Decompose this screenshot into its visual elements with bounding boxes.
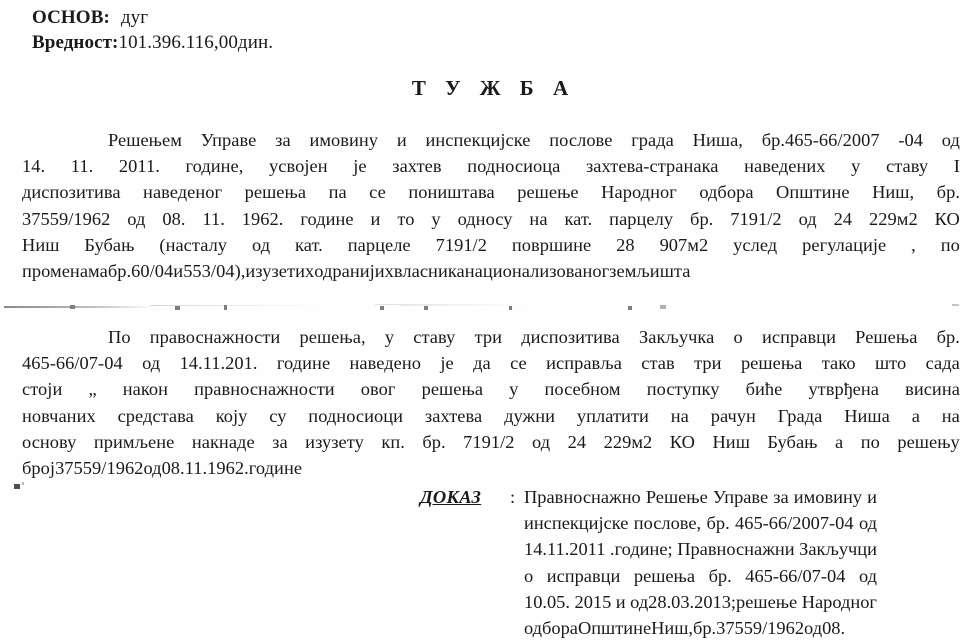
word: дужни bbox=[504, 405, 556, 426]
word: Града bbox=[777, 405, 823, 426]
word: што bbox=[874, 353, 907, 374]
text-line bbox=[524, 484, 877, 510]
text-line bbox=[22, 232, 960, 258]
word: три bbox=[474, 327, 503, 347]
word: 28 bbox=[616, 234, 635, 255]
word: Управе bbox=[712, 487, 769, 507]
word: 465-66/07-04 bbox=[745, 565, 846, 586]
word: за bbox=[275, 130, 291, 150]
word: 7191/2 bbox=[435, 234, 487, 255]
word: бр. bbox=[422, 431, 446, 452]
word: основу bbox=[22, 431, 77, 452]
word: бр. bbox=[936, 182, 960, 203]
text-line bbox=[22, 258, 960, 284]
word: I bbox=[953, 156, 960, 177]
page-title: Т У Ж Б А bbox=[411, 76, 576, 100]
word: од bbox=[858, 513, 877, 534]
word: за bbox=[272, 431, 288, 452]
word: исправци bbox=[546, 565, 621, 586]
word: 2011. bbox=[118, 156, 160, 177]
word: посебном bbox=[544, 379, 621, 400]
word: Народног bbox=[801, 591, 877, 612]
text-line bbox=[524, 589, 877, 615]
word: 465-66/07-04 bbox=[22, 353, 123, 374]
word: висина bbox=[905, 379, 960, 400]
word: 11. bbox=[70, 156, 94, 177]
word: поступку bbox=[646, 379, 720, 400]
word: године bbox=[276, 353, 331, 374]
value-label: Вредност: bbox=[32, 31, 119, 53]
word: у bbox=[384, 327, 395, 347]
text-line bbox=[22, 350, 960, 376]
word: 7191/2 bbox=[730, 208, 782, 229]
text-line bbox=[22, 153, 960, 179]
word: Закључка bbox=[638, 327, 715, 347]
word: године bbox=[300, 208, 354, 229]
word: подносиоци bbox=[308, 405, 404, 426]
word: о bbox=[524, 565, 534, 586]
word: бр. bbox=[708, 565, 732, 586]
word: подносиоца bbox=[467, 156, 561, 177]
word: 08. bbox=[822, 618, 846, 639]
word: 11. bbox=[184, 458, 208, 479]
word: 14.11.201. bbox=[179, 353, 258, 374]
word: површине bbox=[511, 234, 592, 255]
word: и bbox=[173, 261, 184, 282]
word: стоји bbox=[22, 379, 63, 400]
word: је bbox=[440, 353, 454, 374]
word: Општине bbox=[577, 618, 652, 639]
word: променама bbox=[22, 261, 108, 282]
word: поништава bbox=[408, 182, 495, 203]
word: године, bbox=[185, 156, 244, 177]
word: на bbox=[529, 208, 548, 229]
word: средстава bbox=[117, 405, 194, 426]
text-line bbox=[524, 536, 877, 562]
word: наведено bbox=[349, 353, 421, 374]
evidence-label: ДОКАЗ bbox=[420, 487, 482, 507]
word: Решењем bbox=[108, 130, 182, 150]
word: имовину bbox=[793, 487, 863, 507]
word: 14. bbox=[22, 156, 46, 177]
word: Закључци bbox=[799, 539, 877, 560]
word: Бубањ bbox=[767, 431, 818, 452]
word: диспозитива bbox=[521, 327, 620, 347]
evidence-colon: : bbox=[510, 487, 516, 507]
word: наведеног bbox=[143, 182, 223, 203]
word: ранијих bbox=[332, 261, 394, 282]
word: бр. bbox=[706, 513, 730, 534]
word: послове, bbox=[633, 513, 702, 534]
word: у bbox=[431, 208, 441, 229]
text-line bbox=[22, 206, 960, 232]
paragraph-correction-clause bbox=[22, 324, 960, 481]
word: града bbox=[631, 130, 674, 150]
word: Ниш, bbox=[651, 618, 693, 639]
word: Управе bbox=[200, 130, 257, 150]
word: одбора bbox=[699, 182, 754, 203]
word: 907м2 bbox=[659, 234, 709, 255]
word: се bbox=[369, 182, 386, 203]
word: КО bbox=[669, 431, 695, 452]
word: по bbox=[860, 431, 880, 452]
text-line bbox=[22, 179, 960, 205]
word: биће bbox=[745, 379, 783, 400]
word: и bbox=[396, 130, 407, 150]
word: кат. bbox=[564, 208, 593, 229]
word: 24 bbox=[833, 208, 853, 229]
word: 2015 bbox=[574, 591, 612, 612]
word: од bbox=[804, 618, 823, 639]
word: 10.05. bbox=[524, 591, 570, 612]
word: , bbox=[911, 234, 916, 255]
word: уплатити bbox=[576, 405, 649, 426]
text-line bbox=[22, 376, 960, 402]
text-line bbox=[22, 324, 960, 350]
word: на bbox=[670, 405, 689, 426]
word: власника bbox=[393, 261, 465, 282]
word: парцеле bbox=[347, 234, 411, 255]
word: 1962.године bbox=[207, 458, 303, 479]
word: бр.465-66/2007 bbox=[761, 130, 880, 150]
word: од28.03.2013;решење bbox=[630, 591, 798, 612]
word: ставу bbox=[886, 156, 929, 177]
word: сада bbox=[925, 353, 960, 374]
word: се bbox=[510, 353, 527, 374]
word: 60/04 bbox=[131, 261, 174, 282]
word: Ниш bbox=[712, 431, 750, 452]
document-header bbox=[32, 6, 552, 55]
basis-value: дуг bbox=[120, 7, 149, 28]
word: захтева bbox=[424, 405, 483, 426]
ink-speck-artifact-secondary bbox=[22, 482, 24, 485]
word: по bbox=[940, 234, 960, 255]
word: Народног bbox=[601, 182, 677, 203]
word: решења bbox=[244, 182, 307, 203]
word: усвојен bbox=[269, 156, 328, 177]
word: за bbox=[773, 487, 789, 507]
word: па bbox=[328, 182, 347, 203]
word: Ниша bbox=[844, 405, 890, 426]
ink-speck-artifact bbox=[14, 484, 20, 489]
word: од bbox=[798, 208, 817, 229]
word: услед bbox=[733, 234, 778, 255]
word: Решења bbox=[855, 327, 918, 347]
word: Општине bbox=[776, 182, 850, 203]
word: 7191/2 bbox=[463, 431, 515, 452]
word: послове bbox=[549, 130, 613, 150]
word: став bbox=[641, 353, 675, 374]
word: изузетих bbox=[245, 261, 315, 282]
word: да bbox=[473, 353, 491, 374]
word: решења bbox=[421, 379, 484, 400]
word: Ниш bbox=[22, 234, 60, 255]
word: рачун bbox=[710, 405, 756, 426]
word: од bbox=[858, 565, 877, 586]
word: (насталу bbox=[159, 234, 228, 255]
word: решења bbox=[740, 353, 803, 374]
word: решења, bbox=[299, 327, 366, 347]
word: то bbox=[397, 208, 415, 229]
word: у bbox=[851, 156, 861, 177]
word: наведених bbox=[744, 156, 826, 177]
word: су bbox=[269, 405, 287, 426]
word: утврђена bbox=[808, 379, 879, 400]
word: 465-66/2007-04 bbox=[735, 513, 854, 534]
word: и bbox=[370, 208, 381, 229]
word: 24 bbox=[567, 431, 587, 452]
word: бр. bbox=[936, 327, 960, 347]
word: 553/04), bbox=[183, 261, 246, 282]
word: По bbox=[108, 327, 131, 347]
word: решења bbox=[633, 565, 696, 586]
word: „ bbox=[88, 379, 97, 400]
word: и bbox=[615, 591, 626, 612]
word: 229м2 bbox=[603, 431, 653, 452]
word: од bbox=[127, 208, 146, 229]
word: бр. bbox=[690, 208, 714, 229]
word: 37559/1962 bbox=[22, 208, 111, 229]
word: односу bbox=[457, 208, 513, 229]
word: инспекцијске bbox=[524, 513, 629, 534]
word: парцелу bbox=[609, 208, 674, 229]
word: 229м2 bbox=[869, 208, 918, 229]
word: диспозитива bbox=[22, 182, 121, 203]
word: 14.11.2011 bbox=[524, 539, 606, 560]
word: 08. bbox=[162, 208, 186, 229]
word: изузету bbox=[305, 431, 364, 452]
word: на bbox=[941, 405, 960, 426]
word: 1962. bbox=[241, 208, 284, 229]
word: Правноснажно bbox=[524, 487, 641, 507]
word: исправци bbox=[761, 327, 836, 347]
value-amount: 101.396.116,00дин. bbox=[118, 31, 274, 53]
word: правноснажности bbox=[194, 379, 335, 400]
text-line bbox=[22, 127, 960, 153]
word: а bbox=[835, 431, 844, 452]
word: регулације bbox=[802, 234, 887, 255]
word: бр. bbox=[107, 261, 132, 282]
word: одбора bbox=[524, 618, 578, 639]
text-line bbox=[524, 510, 877, 536]
word: о bbox=[733, 327, 743, 347]
basis-line bbox=[32, 6, 552, 31]
word: 37559/1962 bbox=[55, 458, 144, 479]
text-line bbox=[22, 455, 960, 481]
word: кат. bbox=[295, 234, 323, 255]
word: Бубањ bbox=[84, 234, 135, 255]
word: Решење bbox=[645, 487, 708, 507]
word: од bbox=[941, 130, 960, 150]
text-line bbox=[524, 563, 877, 589]
scan-artifact-strip bbox=[0, 296, 980, 310]
word: три bbox=[694, 353, 722, 374]
word: 11. bbox=[202, 208, 225, 229]
word: решење bbox=[517, 182, 579, 203]
word: захтев bbox=[392, 156, 442, 177]
word: решењу bbox=[897, 431, 960, 452]
word: Ниша, bbox=[692, 130, 743, 150]
word: од bbox=[314, 261, 333, 282]
word: Ниш, bbox=[872, 182, 915, 203]
word: .године; bbox=[609, 539, 673, 560]
word: исправља bbox=[546, 353, 622, 374]
word: и bbox=[867, 487, 877, 507]
basis-label: ОСНОВ: bbox=[32, 7, 110, 28]
word: -04 bbox=[898, 130, 924, 150]
word: национализованог bbox=[464, 261, 610, 282]
word: је bbox=[353, 156, 367, 177]
word: земљишта bbox=[609, 261, 691, 282]
word: КО bbox=[934, 208, 960, 229]
word: након bbox=[122, 379, 169, 400]
word: примљене bbox=[93, 431, 175, 452]
word: ставу bbox=[413, 327, 456, 347]
word: од bbox=[143, 458, 162, 479]
evidence-body bbox=[524, 484, 877, 641]
word: инспекцијске bbox=[425, 130, 531, 150]
word: Правноснажни bbox=[677, 539, 795, 560]
word: захтева-странака bbox=[585, 156, 719, 177]
text-line bbox=[22, 403, 960, 429]
word: у bbox=[509, 379, 519, 400]
word: кп. bbox=[381, 431, 405, 452]
word: од bbox=[532, 431, 551, 452]
word: правоснажности bbox=[149, 327, 281, 347]
word: накнаде bbox=[191, 431, 255, 452]
word: новчаних bbox=[22, 405, 96, 426]
word: од bbox=[142, 353, 161, 374]
word: од bbox=[251, 234, 271, 255]
word: 08. bbox=[161, 458, 185, 479]
word: тако bbox=[821, 353, 856, 374]
text-line bbox=[22, 429, 960, 455]
text-line bbox=[524, 615, 877, 641]
word: број bbox=[22, 458, 56, 479]
word: коју bbox=[215, 405, 248, 426]
word: овог bbox=[360, 379, 396, 400]
word: бр.37559/1962 bbox=[693, 618, 805, 639]
word: а bbox=[911, 405, 920, 426]
paragraph-decision-annulment bbox=[22, 127, 960, 284]
value-line bbox=[32, 31, 552, 56]
word: имовину bbox=[309, 130, 379, 150]
